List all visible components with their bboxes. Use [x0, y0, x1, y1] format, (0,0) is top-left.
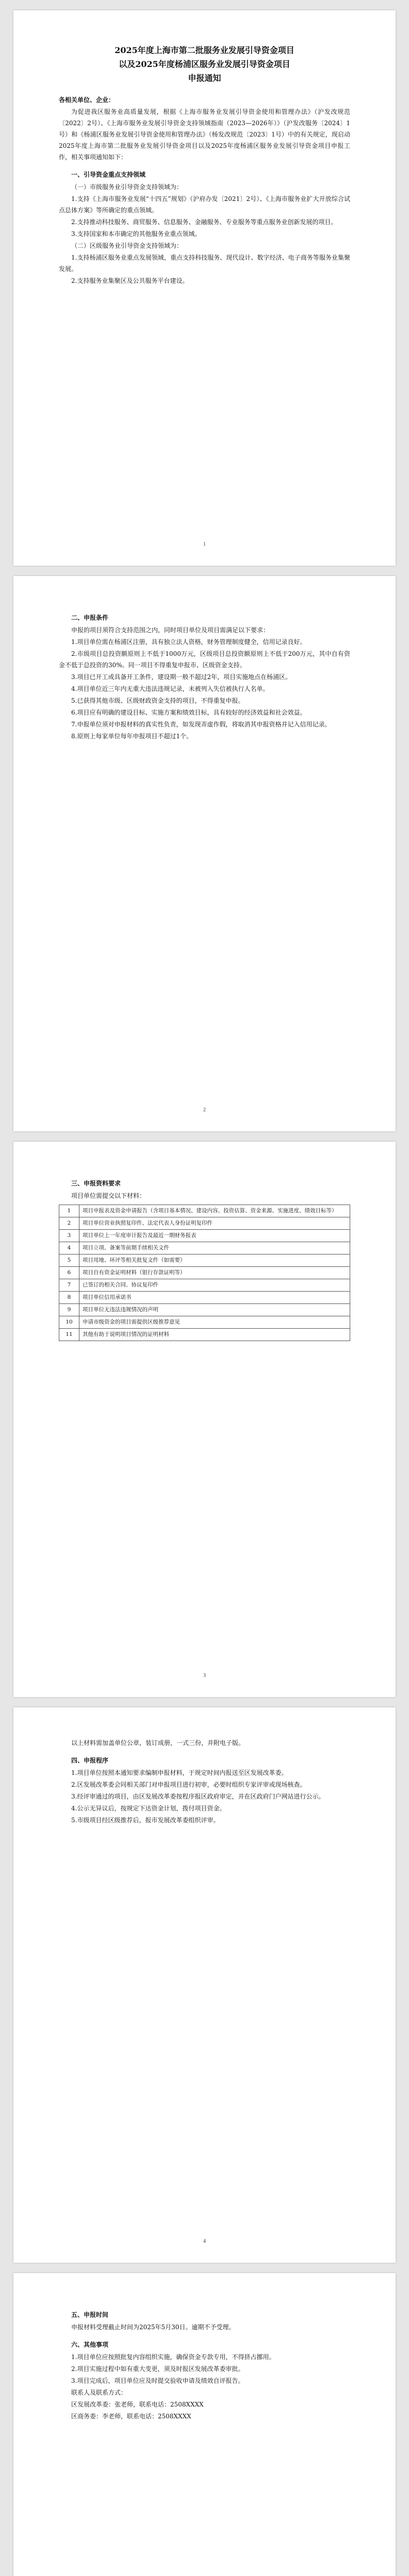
material-text: 已签订的相关合同、协议复印件: [79, 1279, 350, 1292]
title-line-3: 申报通知: [188, 73, 221, 83]
document-page-5: [13, 2273, 396, 2576]
section-2-item-8: 8.原则上每家单位每年申报项目不超过1个。: [71, 733, 193, 740]
section-1-item-3: 3.支持国家和本市确定的其他服务业重点领域。: [71, 230, 201, 238]
section-1-item-1: 1.支持《上海市服务业发展“十四五”规划》（沪府办发〔2021〕2号）、《上海市服务业扩大开放综合试点总体方案》等所确定的重点领域。: [59, 195, 350, 214]
material-index: 7: [59, 1279, 79, 1292]
section-6-heading: 六、其他事项: [71, 2341, 109, 2348]
material-row: [59, 1279, 350, 1292]
document-page-4: [13, 1707, 396, 2263]
material-row: [59, 1255, 350, 1267]
material-index: 8: [59, 1292, 79, 1304]
document-page-2: [13, 576, 396, 1131]
section-6-item-3: 3.项目完成后，项目单位应及时提交验收申请及绩效自评报告。: [71, 2377, 244, 2384]
section-1-item-2: 2.支持推动科技服务、商贸服务、信息服务、金融服务、专业服务等重点服务业创新发展的项目。: [71, 218, 337, 226]
section-2-item-2: 2.市级项目总投资额原则上不低于1000万元，区级项目总投资额原则上不低于200万元，其中自有资金不低于总投资的30%。同一项目不得重复申报市、区级资金支持。: [59, 650, 350, 669]
section-4-item-1: 1.项目单位按照本通知要求编制申报材料，于规定时间内报送至区发展改革委。: [71, 1769, 288, 1776]
section-2-item-7: 7.申报单位须对申报材料的真实性负责，如发现弄虚作假，将取消其申报资格并记入信用记录。: [71, 721, 331, 728]
material-text: 项目单位上一年度审计报告及最近一期财务报表: [79, 1230, 350, 1242]
material-text: 申请市级资金的项目需提供区级推荐意见: [79, 1316, 350, 1329]
section-3-note: 以上材料需加盖单位公章，装订成册，一式三份，并附电子版。: [71, 1739, 245, 1747]
material-row: [59, 1205, 350, 1217]
material-index: 2: [59, 1217, 79, 1230]
section-5-item-1: 申报材料受理截止时间为2025年5月30日。逾期不予受理。: [71, 2324, 235, 2331]
section-2-item-6: 6.项目应有明确的建设目标、实施方案和绩效目标，具有较好的经济效益和社会效益。: [71, 709, 306, 716]
page-number: 3: [203, 1673, 206, 1679]
section-4-item-3: 3.经评审通过的项目，由区发展改革委按程序报区政府审定，并在区政府门户网站进行公示。: [71, 1793, 325, 1800]
material-text: 项目单位无违法违规情况的声明: [79, 1304, 350, 1316]
material-row: [59, 1230, 350, 1242]
material-row: [59, 1217, 350, 1230]
material-row: [59, 1242, 350, 1255]
material-text: 项目用地、环评等相关批复文件（如需要）: [79, 1255, 350, 1267]
section-2-heading: 二、申报条件: [71, 614, 109, 621]
section-1-heading: 一、引导资金重点支持领域: [71, 171, 146, 178]
material-index: 5: [59, 1255, 79, 1267]
page-number: 2: [203, 1107, 206, 1113]
section-3-heading: 三、申报资料要求: [71, 1180, 121, 1187]
section-6-item-1: 1.项目单位应按照批复内容组织实施，确保资金专款专用，不得挤占挪用。: [71, 2353, 275, 2361]
section-3-intro: 项目单位需提交以下材料：: [71, 1192, 146, 1199]
material-index: 1: [59, 1205, 79, 1217]
material-text: 项目立项、备案等前期手续相关文件: [79, 1242, 350, 1255]
document-title: [59, 43, 350, 85]
intro-paragraph: 为促进我区服务业高质量发展，根据《上海市服务业发展引导资金使用和管理办法》（沪发改规范〔2022〕2号）、《上海市服务业发展引导资金支持领域指南（2023—2026年）》（沪发改服务〔2024〕1号）和《杨浦区服务业发展引导资金使用和管理办法》（杨发改规范〔2023〕1号）中的有关规定，现启动2025年度上海市第二批服务业发展引导资金项目以及2025年度杨浦区服务业发展引导资金项目申报工作，相关事项通知如下：: [59, 108, 350, 161]
material-row: [59, 1292, 350, 1304]
material-index: 3: [59, 1230, 79, 1242]
section-2-item-3: 3.项目已开工或具备开工条件，建设期一般不超过2年，项目实施地点在杨浦区。: [71, 673, 292, 681]
page-number: 1: [203, 541, 206, 547]
material-text: 其他有助于说明项目情况的证明材料: [79, 1329, 350, 1341]
section-4-item-4: 4.公示无异议后，按规定下达资金计划，拨付项目资金。: [71, 1805, 226, 1812]
section-6-item-2: 2.项目实施过程中如有重大变更，须及时报区发展改革委审批。: [71, 2365, 244, 2372]
contact-heading: 联系人及联系方式：: [71, 2389, 127, 2396]
material-text: 项目自有资金证明材料（银行存款证明等）: [79, 1267, 350, 1279]
salutation: 各相关单位、企业：: [59, 96, 115, 104]
title-line-1: 2025年度上海市第二批服务业发展引导资金项目: [114, 45, 295, 55]
section-1-item-5: 2.支持服务业集聚区及公共服务平台建设。: [71, 277, 189, 284]
section-5-heading: 五、申报时间: [71, 2311, 109, 2318]
section-4-item-5: 5.市级项目经区级推荐后，报市发展改革委组织评审。: [71, 1817, 220, 1824]
material-index: 4: [59, 1242, 79, 1255]
page-number: 4: [203, 2239, 206, 2244]
section-1-item-4: 1.支持杨浦区服务业重点发展领域，重点支持科技服务、现代设计、数字经济、电子商务等服务业集聚发展。: [59, 254, 350, 273]
material-row: [59, 1329, 350, 1341]
material-text: 项目单位信用承诺书: [79, 1292, 350, 1304]
material-row: [59, 1304, 350, 1316]
section-2-intro: 申报的项目须符合支持范围之内，同时项目单位及项目需满足以下要求：: [71, 626, 270, 634]
section-2-item-1: 1.项目单位需在杨浦区注册，具有独立法人资格，财务管理制度健全，信用记录良好。: [71, 638, 306, 646]
material-index: 9: [59, 1304, 79, 1316]
document-page-3: [13, 1142, 396, 1697]
material-index: 11: [59, 1329, 79, 1341]
material-row: [59, 1316, 350, 1329]
document-page-1: [13, 10, 396, 566]
material-row: [59, 1267, 350, 1279]
section-4-item-2: 2.区发展改革委会同相关部门对申报项目进行初审，必要时组织专家评审或现场核查。: [71, 1781, 306, 1788]
section-2-item-5: 5.已获得其他市级、区级财政资金支持的项目，不得重复申报。: [71, 697, 244, 704]
section-4-heading: 四、申报程序: [71, 1757, 109, 1764]
title-line-2: 以及2025年度杨浦区服务业发展引导资金项目: [119, 59, 290, 69]
material-index: 6: [59, 1267, 79, 1279]
material-index: 10: [59, 1316, 79, 1329]
section-1-subheading: （一）市级服务业引导资金支持领域为：: [71, 183, 183, 191]
contact-1: 区发展改革委：张老师，联系电话：2508XXXX: [71, 2401, 204, 2408]
material-text: 项目申报表及资金申请报告（含项目基本情况、建设内容、投资估算、资金来源、实施进度、绩效目标等）: [79, 1205, 350, 1217]
contact-2: 区商务委：李老师，联系电话：2508XXXX: [71, 2413, 191, 2420]
section-1-subheading-2: （二）区级服务业引导资金支持领域为：: [71, 242, 183, 249]
materials-table: [59, 1205, 350, 1341]
section-2-item-4: 4.项目单位近三年内无重大违法违规记录，未被列入失信被执行人名单。: [71, 685, 269, 692]
material-text: 项目单位营业执照复印件、法定代表人身份证明复印件: [79, 1217, 350, 1230]
